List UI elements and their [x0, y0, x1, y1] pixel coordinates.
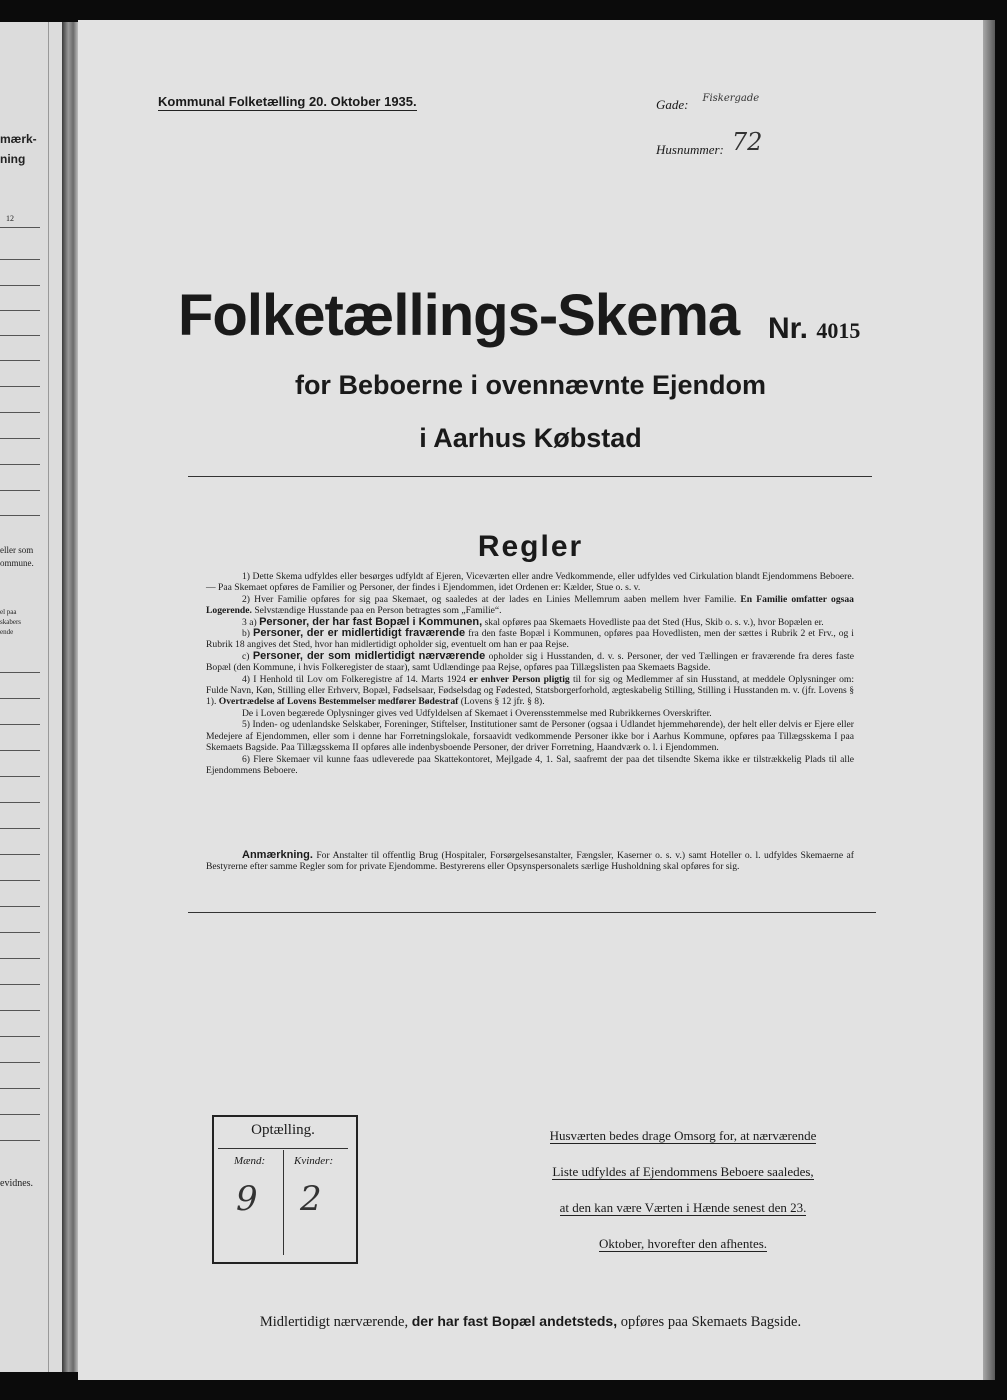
street-label: Gade: — [656, 97, 689, 112]
rule-3c: c) Personer, der som midlertidigt nærværende opholder sig i Husstanden, d. v. s. Personer, der ved Tællingen er fraværende fra deres faste Bopæl (den Kommune, i hvis Folkeregister de staar), samt Udlændinge paa Rejse, opføres paa Tillægslisten paa Skemaets Bagside. — [206, 649, 854, 674]
house-number-label: Husnummer: — [656, 142, 724, 157]
footer-note: Midlertidigt nærværende, der har fast Bopæl andetsteds, opføres paa Skemaets Bagside. — [259, 1313, 802, 1330]
left-fragment: ning — [0, 152, 26, 166]
remark-text: For Anstalter til offentlig Brug (Hospitaler, Forsørgelsesanstalter, Fængsler, Kaserner o. s. v.) samt Hoteller o. l. udfyldes Skemaerne af Bestyrerne efter samme Regler som for private Ejendomme. Bestyrerens eller Opsynspersonalets særlige Husholdning skal opføres for sig. — [206, 850, 854, 873]
left-fragment: ommune. — [0, 558, 34, 568]
remark — [206, 850, 854, 873]
left-fragment: ende — [0, 628, 14, 636]
women-count: 2 — [300, 1179, 322, 1219]
left-fragment: mærk- — [0, 132, 37, 146]
rules-text — [206, 571, 854, 776]
left-fragment: eller som — [0, 545, 34, 555]
landlord-note-line: at den kan være Værten i Hænde senest den 23. — [559, 1200, 807, 1215]
form-subtitle: for Beboerne i ovennævnte Ejendom — [294, 370, 767, 400]
rule-6: 6) Flere Skemaer vil kunne faas udleverede paa Skattekontoret, Mejlgade 4, 1. Sal, saafremt der paa det tilsendte Skema ikke er tilstrækkelig Plads til alle Ejendommens Beboere. — [206, 753, 854, 776]
left-fragment: evidnes. — [0, 1178, 34, 1189]
house-number-value: 72 — [731, 128, 763, 156]
divider — [188, 476, 872, 477]
left-page-edge — [0, 22, 62, 1372]
rule-1: 1) Dette Skema udfyldes eller besørges udfyldt af Ejeren, Viceværten eller andre Vedkommende, eller udfyldes ved Cirkulation blandt Ejendommens Beboere. — Paa Skemaet opføres de Familier og Personer, der findes i Ejendommen, idet Ordenen er: Kælder, Stue o. s. v. — [206, 571, 854, 594]
remark-label: Anmærkning. — [242, 849, 313, 861]
column-rule — [48, 22, 49, 1372]
census-title: Kommunal Folketælling 20. Oktober 1935. — [158, 94, 417, 109]
form-subtitle-city: i Aarhus Købstad — [419, 423, 642, 453]
count-title: Optælling. — [251, 1122, 315, 1138]
rule-5: 5) Inden- og udenlandske Selskaber, Foreninger, Stiftelser, Institutioner samt de Personer (ogsaa i Udlandet hjemmehørende), der helt eller delvis er Ejere eller Medejere af Ejendommen, eller som i denne har Forretningslokale, forsaavidt vedkommende Personer ikke bor i Aarhus Kommune, opføres paa Tillægsskema I paa Skemaets Bagside. Paa Tillægsskema II opføres alle indenbysboende Personer, der driver Forretning, Haandværk o. l. i Ejendommen. — [206, 719, 854, 754]
men-count: 9 — [236, 1179, 258, 1219]
landlord-note-line: Husværten bedes drage Omsorg for, at nærværende — [549, 1128, 817, 1143]
page-edge — [983, 20, 995, 1380]
rule-4: 4) I Henhold til Lov om Folkeregistre af 14. Marts 1924 er enhver Person pligtig til for sig og Medlemmer af sin Husstand, at meddele Oplysninger om: Fulde Navn, Køn, Stilling eller Erhverv, Bopæl, Fødselsaar, Fødselsdag og Fødested, Statsborgerforhold, ægteskabelig Stilling, Stilling i Husstanden m. v. (jfr. Lovens § 1). Overtrædelse af Lovens Bestemmelser medfører Bødestraf (Lovens § 12 jfr. § 8). — [206, 673, 854, 708]
count-box — [212, 1115, 358, 1264]
street-field — [656, 93, 760, 114]
left-fragment: skabers — [0, 618, 21, 626]
rule-4-note: De i Loven begærede Oplysninger gives ved Udfyldelsen af Skemaet i Overensstemmelse med Rubrikkernes Overskrifter. — [242, 707, 712, 719]
rule-3b: b) Personer, der er midlertidigt fraværende fra den faste Bopæl i Kommunen, opføres paa Hovedlisten, men der sættes i Rubrik 2 et Frv., og i Rubrik 18 angives det Sted, hvor han midlertidigt opholder sig, eventuelt om han er paa Rejse. — [206, 627, 854, 651]
census-form-page — [78, 20, 983, 1380]
divider — [188, 912, 876, 913]
form-number-value: 4015 — [816, 318, 861, 343]
landlord-note-line: Liste udfyldes af Ejendommens Beboere saaledes, — [552, 1164, 814, 1179]
street-value: Fiskergade — [702, 93, 760, 104]
women-label: Kvinder: — [294, 1155, 334, 1167]
men-label: Mænd: — [234, 1155, 266, 1167]
form-number-label: Nr. — [768, 312, 809, 345]
book-gutter — [62, 22, 78, 1372]
rule-2: 2) Hver Familie opføres for sig paa Skemaet, og saaledes at der lades en Linies Mellemrum aaben mellem hver Familie. En Familie omfatter ogsaa Logerende. Selvstændige Husstande paa en Person betragtes som „Familie“. — [206, 593, 854, 617]
rules-heading: Regler — [477, 530, 584, 563]
house-number-field — [656, 128, 763, 160]
landlord-note-line: Oktober, hvorefter den afhentes. — [598, 1236, 768, 1251]
form-number — [768, 312, 860, 346]
rule-3a: 3 a) Personer, der har fast Bopæl i Kommunen, skal opføres paa Skemaets Hovedliste paa det Sted (Hus, Skib o. s. v.), hvor Bopælen er. — [242, 615, 824, 628]
left-fragment: el paa — [0, 608, 17, 616]
landlord-note — [508, 1118, 858, 1262]
form-title: Folketællings-Skema — [178, 283, 740, 348]
left-fragment: 12 — [6, 214, 14, 223]
